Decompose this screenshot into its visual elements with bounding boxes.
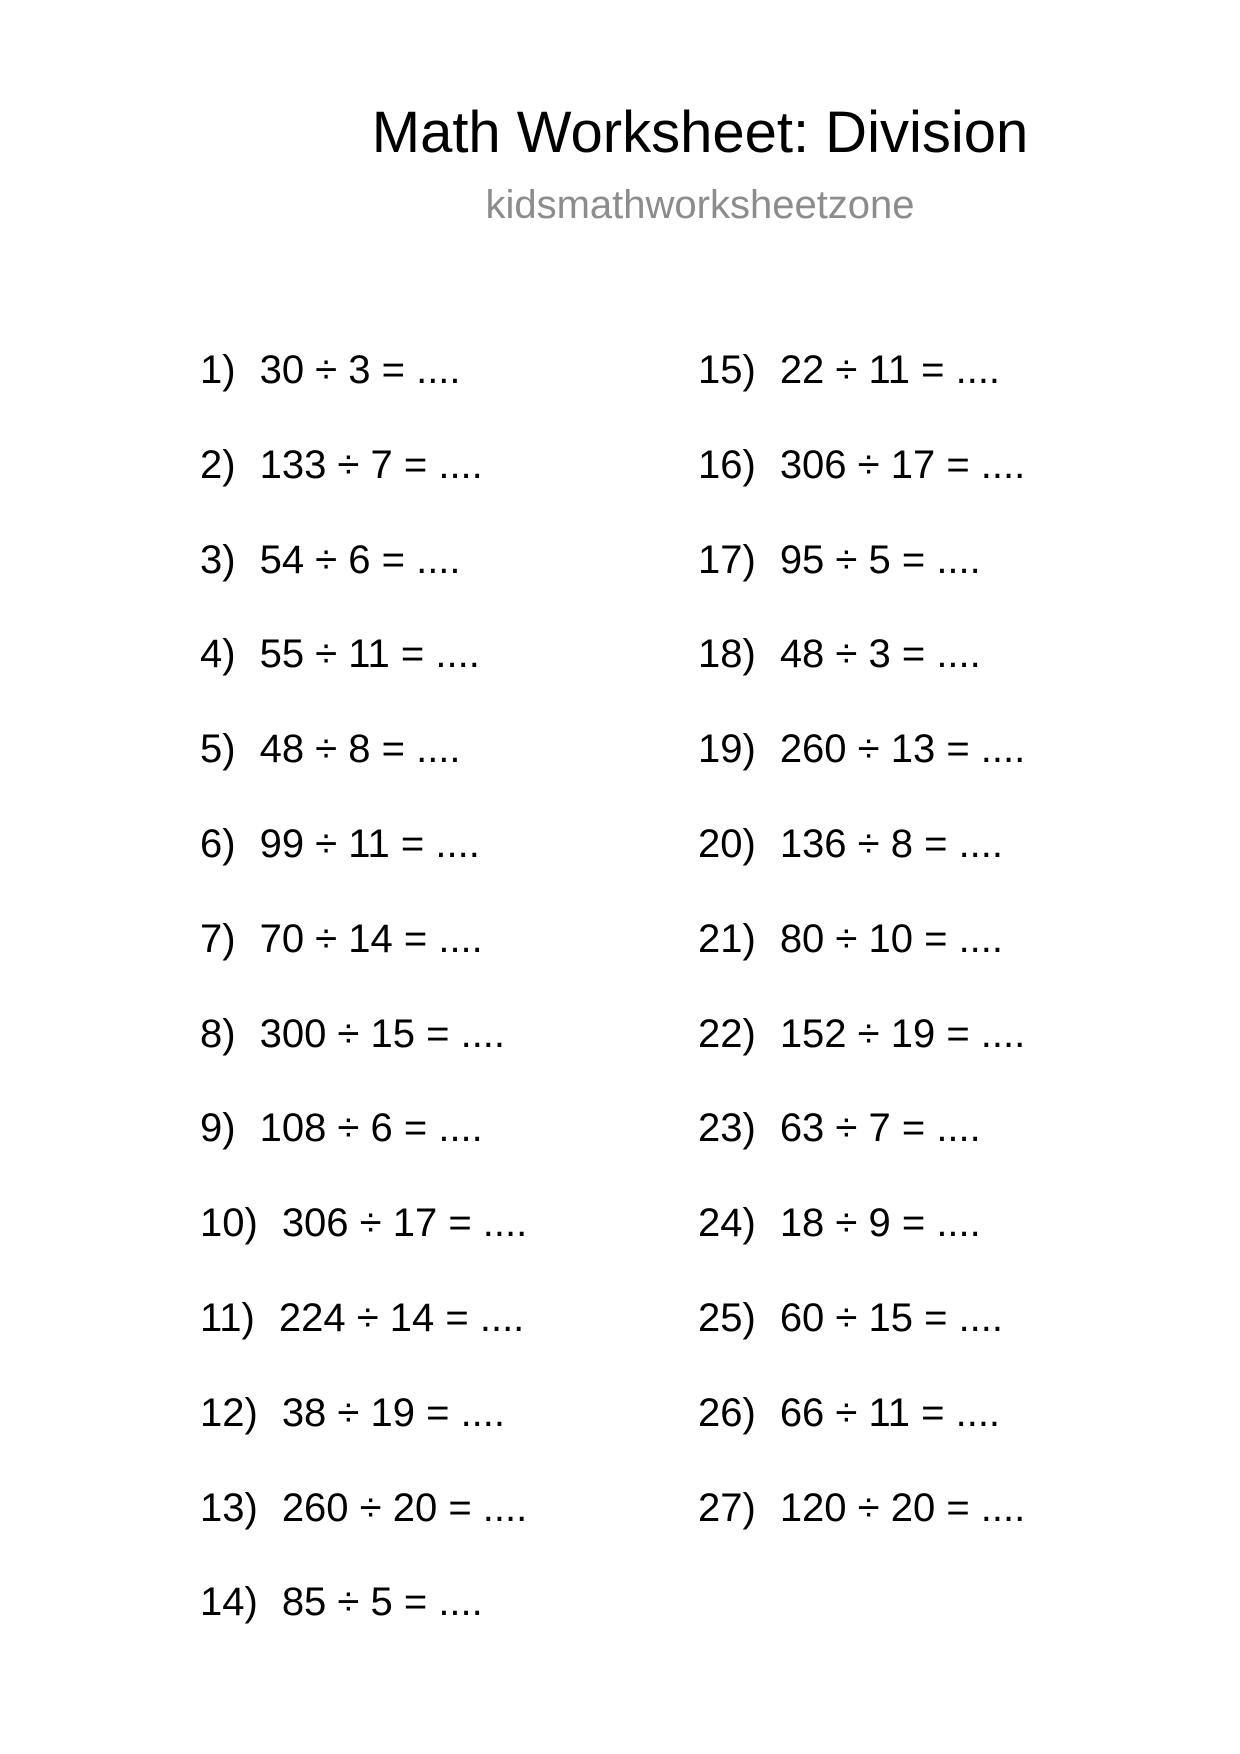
problem-item — [200, 345, 527, 440]
problem-item — [698, 1483, 1025, 1578]
problem-item — [200, 1577, 527, 1672]
problem-number: 10) — [200, 1201, 258, 1246]
problem-number: 2) — [200, 442, 236, 487]
problem-item — [200, 724, 527, 819]
problem-number: 14) — [200, 1580, 258, 1625]
problem-number: 7) — [200, 916, 236, 961]
problem-item — [200, 1293, 527, 1388]
problem-number: 24) — [698, 1201, 756, 1246]
problem-item — [200, 440, 527, 535]
problem-number: 8) — [200, 1011, 236, 1056]
problem-number: 18) — [698, 632, 756, 677]
problem-expression: 260 ÷ 13 = .... — [779, 727, 1026, 772]
problem-item — [698, 724, 1025, 819]
problem-column-left — [200, 345, 527, 1672]
worksheet-subtitle: kidsmathworksheetzone — [485, 183, 915, 227]
problem-expression: 63 ÷ 7 = .... — [779, 1106, 981, 1151]
problem-item — [698, 629, 1025, 724]
problem-expression: 38 ÷ 19 = .... — [281, 1390, 506, 1435]
problem-expression: 99 ÷ 11 = .... — [259, 821, 480, 866]
problem-number: 17) — [698, 537, 756, 582]
problem-number: 27) — [698, 1485, 756, 1530]
worksheet-title: Math Worksheet: Division — [371, 100, 1029, 165]
problem-item — [698, 1293, 1025, 1388]
problem-item — [698, 819, 1025, 914]
problem-item — [200, 1009, 527, 1104]
problem-item — [200, 1103, 527, 1198]
problem-number: 1) — [200, 348, 236, 392]
problem-number: 25) — [698, 1295, 756, 1340]
problem-expression: 136 ÷ 8 = .... — [779, 821, 1004, 866]
problem-item — [200, 1483, 527, 1578]
problem-expression: 80 ÷ 10 = .... — [779, 916, 1004, 961]
problem-item — [698, 535, 1025, 630]
problem-expression: 224 ÷ 14 = .... — [278, 1295, 525, 1340]
problem-number: 15) — [698, 348, 756, 392]
problem-item — [698, 1388, 1025, 1483]
problem-item — [200, 1388, 527, 1483]
problem-expression: 22 ÷ 11 = .... — [779, 348, 1001, 392]
problem-expression: 18 ÷ 9 = .... — [779, 1201, 981, 1246]
problem-number: 22) — [698, 1011, 756, 1056]
problem-item — [200, 629, 527, 724]
problem-expression: 300 ÷ 15 = .... — [259, 1011, 506, 1056]
problem-expression: 260 ÷ 20 = .... — [281, 1485, 528, 1530]
problem-item — [698, 1103, 1025, 1198]
problem-expression: 306 ÷ 17 = .... — [779, 442, 1026, 487]
problem-expression: 54 ÷ 6 = .... — [259, 537, 461, 582]
problem-item — [200, 1198, 527, 1293]
problem-number: 3) — [200, 537, 236, 582]
problem-expression: 306 ÷ 17 = .... — [281, 1201, 528, 1246]
problem-number: 6) — [200, 821, 236, 866]
problem-number: 26) — [698, 1390, 756, 1435]
problem-expression: 120 ÷ 20 = .... — [779, 1485, 1026, 1530]
problem-expression: 70 ÷ 14 = .... — [259, 916, 483, 961]
problem-number: 19) — [698, 727, 756, 772]
problem-expression: 48 ÷ 3 = .... — [779, 632, 981, 677]
problem-number: 11) — [200, 1295, 255, 1340]
problem-expression: 30 ÷ 3 = .... — [259, 348, 461, 392]
problem-number: 5) — [200, 727, 236, 772]
problem-item — [200, 535, 527, 630]
problem-expression: 152 ÷ 19 = .... — [779, 1011, 1026, 1056]
problem-expression: 55 ÷ 11 = .... — [259, 632, 480, 677]
problem-expression: 85 ÷ 5 = .... — [281, 1580, 483, 1625]
problem-number: 16) — [698, 442, 756, 487]
problem-expression: 66 ÷ 11 = .... — [779, 1390, 1001, 1435]
problem-item — [698, 1009, 1025, 1104]
problem-expression: 108 ÷ 6 = .... — [259, 1106, 483, 1151]
problem-item — [698, 345, 1025, 440]
problem-number: 4) — [200, 632, 236, 677]
problem-number: 21) — [698, 916, 756, 961]
problem-item — [698, 914, 1025, 1009]
problem-number: 20) — [698, 821, 756, 866]
problem-column-right — [698, 345, 1025, 1577]
problem-expression: 60 ÷ 15 = .... — [779, 1295, 1004, 1340]
problem-number: 13) — [200, 1485, 258, 1530]
problem-number: 12) — [200, 1390, 258, 1435]
problem-item — [698, 1198, 1025, 1293]
problem-item — [698, 440, 1025, 535]
problem-item — [200, 819, 527, 914]
problem-number: 23) — [698, 1106, 756, 1151]
problem-number: 9) — [200, 1106, 236, 1151]
problem-expression: 133 ÷ 7 = .... — [259, 442, 483, 487]
problem-expression: 48 ÷ 8 = .... — [259, 727, 461, 772]
problem-item — [200, 914, 527, 1009]
problem-expression: 95 ÷ 5 = .... — [779, 537, 981, 582]
